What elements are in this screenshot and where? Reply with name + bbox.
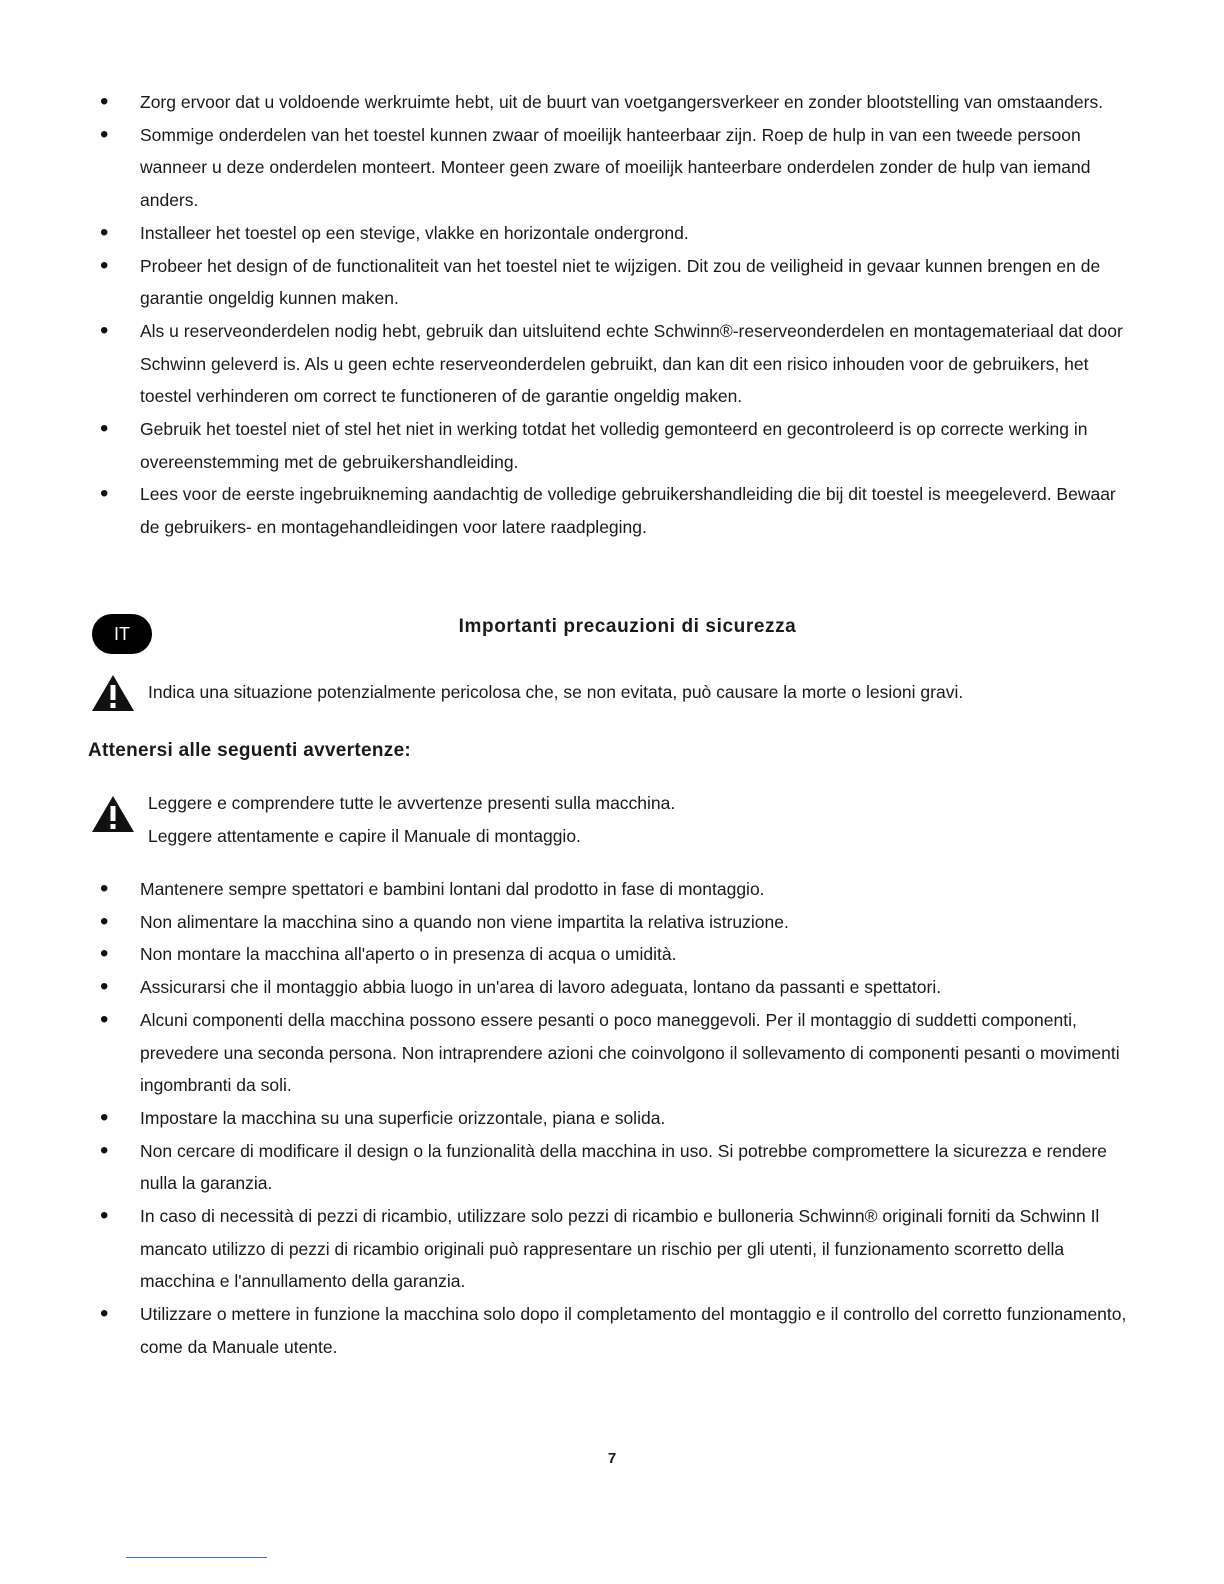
- footer-rule: [126, 1557, 267, 1558]
- list-item: • Sommige onderdelen van het toestel kunnen zwaar of moeilijk hanteerbaar zijn. Roep de hulp in van een tweede persoon wanneer u deze onderdelen monteert. Monteer geen zware of moeilijk hanteerbare onderdelen zonder de hulp van iemand anders.: [100, 119, 1130, 217]
- list-item: • Alcuni componenti della macchina possono essere pesanti o poco maneggevoli. Per il montaggio di suddetti componenti, prevedere una seconda persona. Non intraprendere azioni che coinvolgono il sollevamento di componenti pesanti o movimenti ingombranti da soli.: [100, 1004, 1130, 1102]
- warning-triangle-icon: [91, 674, 135, 712]
- list-item: • Gebruik het toestel niet of stel het niet in werking totdat het volledig gemonteerd en gecontroleerd is op correcte werking in overeenstemming met de gebruikershandleiding.: [100, 413, 1130, 478]
- warnings-heading: Attenersi alle seguenti avvertenze:: [88, 740, 412, 761]
- list-item: • Probeer het design of de functionaliteit van het toestel niet te wijzigen. Dit zou de veiligheid in gevaar kunnen brengen en de garantie ongeldig kunnen maken.: [100, 250, 1130, 315]
- list-item: • Non montare la macchina all'aperto o in presenza di acqua o umidità.: [100, 938, 1130, 971]
- section-title: Importanti precauzioni di sicurezza: [458, 616, 797, 637]
- italian-safety-list: [100, 873, 1130, 1364]
- dutch-safety-list: [100, 86, 1130, 544]
- list-item: • Non alimentare la macchina sino a quando non viene impartita la relativa istruzione.: [100, 906, 1130, 939]
- warning-triangle-icon: [91, 795, 135, 833]
- list-item: • Assicurarsi che il montaggio abbia luogo in un'area di lavoro adeguata, lontano da passanti e spettatori.: [100, 971, 1130, 1004]
- language-badge: IT: [92, 614, 152, 654]
- list-item: • Impostare la macchina su una superficie orizzontale, piana e solida.: [100, 1102, 1130, 1135]
- warning-line-2: Leggere attentamente e capire il Manuale di montaggio.: [148, 826, 581, 846]
- list-item: • Als u reserveonderdelen nodig hebt, gebruik dan uitsluitend echte Schwinn®-reserveonderdelen en montagemateriaal dat door Schwinn geleverd is. Als u geen echte reserveonderdelen gebruikt, dan kan dit een risico inhouden voor de gebruikers, het toestel verhinderen om correct te functioneren of de garantie ongeldig maken.: [100, 315, 1130, 413]
- list-item: • Installeer het toestel op een stevige, vlakke en horizontale ondergrond.: [100, 217, 1130, 250]
- list-item: • In caso di necessità di pezzi di ricambio, utilizzare solo pezzi di ricambio e bulloneria Schwinn® originali forniti da Schwinn Il mancato utilizzo di pezzi di ricambio originali può rappresentare un rischio per gli utenti, il funzionamento scorretto della macchina e l'annullamento della garanzia.: [100, 1200, 1130, 1298]
- danger-definition: Indica una situazione potenzialmente pericolosa che, se non evitata, può causare la morte o lesioni gravi.: [148, 682, 964, 702]
- list-item: • Mantenere sempre spettatori e bambini lontani dal prodotto in fase di montaggio.: [100, 873, 1130, 906]
- list-item: • Utilizzare o mettere in funzione la macchina solo dopo il completamento del montaggio e il controllo del corretto funzionamento, come da Manuale utente.: [100, 1298, 1130, 1363]
- list-item: • Lees voor de eerste ingebruikneming aandachtig de volledige gebruikershandleiding die bij dit toestel is meegeleverd. Bewaar de gebruikers- en montagehandleidingen voor latere raadpleging.: [100, 478, 1130, 543]
- warning-line-1: Leggere e comprendere tutte le avvertenze presenti sulla macchina.: [148, 793, 676, 813]
- list-item: • Zorg ervoor dat u voldoende werkruimte hebt, uit de buurt van voetgangersverkeer en zonder blootstelling van omstaanders.: [100, 86, 1130, 119]
- page-number: 7: [607, 1450, 617, 1467]
- list-item: • Non cercare di modificare il design o la funzionalità della macchina in uso. Si potrebbe compromettere la sicurezza e rendere nulla la garanzia.: [100, 1135, 1130, 1200]
